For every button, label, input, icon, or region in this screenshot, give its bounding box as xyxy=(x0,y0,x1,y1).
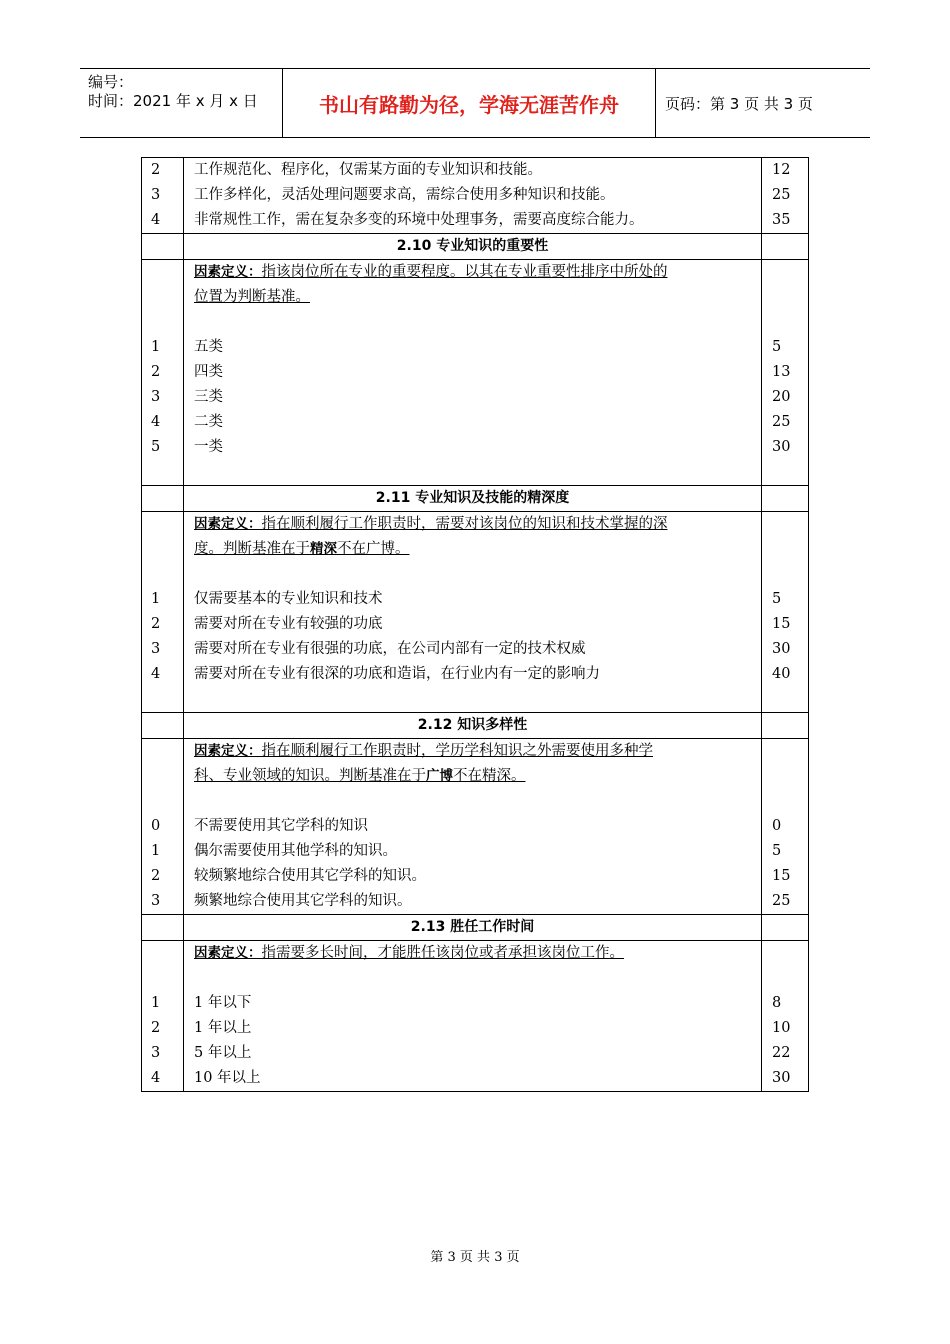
level-score: 8 xyxy=(772,995,782,1011)
level-score: 40 xyxy=(772,666,791,682)
factor-definition: 因素定义：指该岗位所在专业的重要程度。以其在专业重要性排序中所处的 xyxy=(194,264,668,280)
section-title-row xyxy=(142,915,809,941)
level-score: 12 xyxy=(772,162,791,178)
page-footer: 第 3 页 共 3 页 xyxy=(430,1250,520,1265)
section-title: 2.10 专业知识的重要性 xyxy=(184,234,762,260)
number-label: 编号： xyxy=(88,73,134,91)
level-number: 2 xyxy=(151,162,161,178)
level-description: 四类 xyxy=(194,364,223,380)
level-description: 需要对所在专业有很强的功底，在公司内部有一定的技术权威 xyxy=(194,641,586,657)
evaluation-table xyxy=(141,157,809,1092)
level-description: 需要对所在专业有较强的功底 xyxy=(194,616,383,632)
level-number: 4 xyxy=(151,212,161,228)
level-score: 30 xyxy=(772,1070,791,1086)
level-score: 15 xyxy=(772,868,791,884)
header-page-info: 页码：第 3 页 共 3 页 xyxy=(665,94,813,113)
level-score: 5 xyxy=(772,591,782,607)
factor-definition: 度。判断基准在于精深不在广博。 xyxy=(194,541,410,557)
section-title: 2.11 专业知识及技能的精深度 xyxy=(184,486,762,512)
factor-definition: 因素定义：指需要多长时间，才能胜任该岗位或者承担该岗位工作。 xyxy=(194,945,624,961)
level-description: 工作规范化、程序化，仅需某方面的专业知识和技能。 xyxy=(194,162,542,178)
level-number: 3 xyxy=(151,389,161,405)
page-header xyxy=(80,68,870,138)
level-number: 2 xyxy=(151,616,161,632)
level-number: 1 xyxy=(151,339,161,355)
level-number: 3 xyxy=(151,641,161,657)
section-title-row xyxy=(142,486,809,512)
level-number: 3 xyxy=(151,1045,161,1061)
table-row xyxy=(142,941,809,1092)
level-description: 5 年以上 xyxy=(194,1045,252,1061)
level-number: 4 xyxy=(151,414,161,430)
table-row xyxy=(142,260,809,486)
level-description: 不需要使用其它学科的知识 xyxy=(194,818,368,834)
level-score: 22 xyxy=(772,1045,791,1061)
level-number: 0 xyxy=(151,818,161,834)
level-number: 1 xyxy=(151,995,161,1011)
level-number: 5 xyxy=(151,439,161,455)
level-score: 5 xyxy=(772,843,782,859)
level-number: 1 xyxy=(151,591,161,607)
table-row xyxy=(142,739,809,915)
level-score: 20 xyxy=(772,389,791,405)
section-title: 2.12 知识多样性 xyxy=(184,713,762,739)
level-number: 2 xyxy=(151,1020,161,1036)
level-number: 2 xyxy=(151,868,161,884)
level-number: 2 xyxy=(151,364,161,380)
table-row xyxy=(142,512,809,713)
level-number: 4 xyxy=(151,666,161,682)
level-description: 工作多样化，灵活处理问题要求高，需综合使用多种知识和技能。 xyxy=(194,187,615,203)
header-motto: 书山有路勤为径，学海无涯苦作舟 xyxy=(282,69,656,137)
level-description: 三类 xyxy=(194,389,223,405)
level-description: 10 年以上 xyxy=(194,1070,261,1086)
level-score: 35 xyxy=(772,212,791,228)
level-number: 3 xyxy=(151,893,161,909)
level-description: 仅需要基本的专业知识和技术 xyxy=(194,591,383,607)
level-number: 3 xyxy=(151,187,161,203)
factor-definition: 因素定义：指在顺利履行工作职责时，需要对该岗位的知识和技术掌握的深 xyxy=(194,516,668,532)
level-description: 频繁地综合使用其它学科的知识。 xyxy=(194,893,412,909)
header-meta xyxy=(80,69,282,141)
level-score: 15 xyxy=(772,616,791,632)
level-number: 1 xyxy=(151,843,161,859)
level-score: 25 xyxy=(772,414,791,430)
level-score: 25 xyxy=(772,187,791,203)
level-score: 0 xyxy=(772,818,782,834)
factor-definition: 因素定义：指在顺利履行工作职责时，学历学科知识之外需要使用多种学 xyxy=(194,743,653,759)
factor-definition: 科、专业领域的知识。判断基准在于广博不在精深。 xyxy=(194,768,526,784)
level-description: 五类 xyxy=(194,339,223,355)
level-score: 25 xyxy=(772,893,791,909)
level-number: 4 xyxy=(151,1070,161,1086)
level-description: 需要对所在专业有很深的功底和造诣，在行业内有一定的影响力 xyxy=(194,666,600,682)
level-score: 10 xyxy=(772,1020,791,1036)
level-score: 13 xyxy=(772,364,791,380)
level-score: 30 xyxy=(772,641,791,657)
level-description: 较频繁地综合使用其它学科的知识。 xyxy=(194,868,426,884)
level-description: 一类 xyxy=(194,439,223,455)
level-description: 偶尔需要使用其他学科的知识。 xyxy=(194,843,397,859)
factor-definition: 位置为判断基准。 xyxy=(194,289,310,305)
section-title-row xyxy=(142,234,809,260)
table-row xyxy=(142,158,809,234)
time-label: 时间：2021 年 x 月 x 日 xyxy=(88,92,258,110)
level-description: 1 年以下 xyxy=(194,995,252,1011)
section-title: 2.13 胜任工作时间 xyxy=(184,915,762,941)
level-description: 1 年以上 xyxy=(194,1020,252,1036)
section-title-row xyxy=(142,713,809,739)
level-description: 二类 xyxy=(194,414,223,430)
level-score: 30 xyxy=(772,439,791,455)
level-description: 非常规性工作，需在复杂多变的环境中处理事务，需要高度综合能力。 xyxy=(194,212,644,228)
level-score: 5 xyxy=(772,339,782,355)
